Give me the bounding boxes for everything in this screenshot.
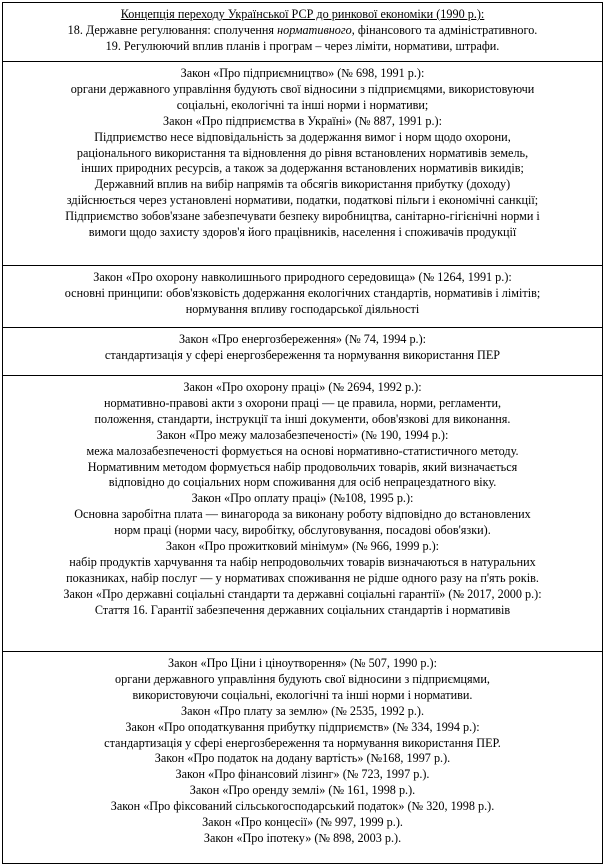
row-line: Закон «Про іпотеку» (№ 898, 2003 р.). <box>203 830 402 845</box>
row-line: Закон «Про підприємництво» (№ 698, 1991 р.): <box>180 66 425 80</box>
row-line: Закон «Про плату за землю» (№ 2535, 1992 р.). <box>180 703 425 718</box>
row-line: Основна заробітна плата — винагорода за виконану роботу відповідно до встановлених <box>74 507 531 522</box>
row-line: 19. Регулюючий вплив планів і програм – через ліміти, нормативи, штрафи. <box>105 38 500 53</box>
legislation-table <box>2 2 603 864</box>
row-line: вимоги щодо захисту здоров'я його працівників, населення і споживачів продукції <box>88 225 517 240</box>
row-line: соціальні, екологічні та інші норми і нормативи; <box>176 97 429 112</box>
row-line: Підприємство несе відповідальність за додержання вимог і норм щодо охорони, <box>94 129 511 144</box>
row-line: Стаття 16. Гарантії забезпечення державних соціальних стандартів і нормативів <box>94 602 511 617</box>
table-row <box>3 652 602 863</box>
row-line: норм праці (норми часу, виробітку, обслуговування, посадові обов'язки). <box>114 523 491 538</box>
row-line: Закон «Про межу малозабезпеченості» (№ 190, 1994 р.): <box>156 427 449 442</box>
row-line: Державний вплив на вибір напрямів та обсягів використання прибутку (доходу) <box>94 177 511 192</box>
row-line: інших природних ресурсів, а також за додержання встановлених нормативів викидів; <box>81 161 524 176</box>
row-line: показниках, набір послуг — у нормативах споживання не рідше одного разу на п'ять років. <box>66 570 539 585</box>
row-line: Закон «Про оренду землі» (№ 161, 1998 р.). <box>189 783 416 798</box>
row-line: положення, стандарти, інструкції та інші документи, обов'язкові для виконання. <box>94 411 511 426</box>
table-row <box>3 376 602 652</box>
row-line: стандартизація у сфері енергозбереження та нормування використання ПЕР <box>104 347 501 362</box>
table-row <box>3 266 602 328</box>
row-line: Закон «Про податок на додану вартість» (№168, 1997 р.). <box>154 751 451 766</box>
row-line: Закон «Про охорону праці» (№ 2694, 1992 р.): <box>183 380 422 394</box>
table-row <box>3 328 602 376</box>
row-line: Закон «Про охорону навколишнього природного середовища» (№ 1264, 1991 р.): <box>93 270 512 284</box>
row-line: використовуючи соціальні, екологічні та інші норми і нормативи. <box>132 687 473 702</box>
row-line: Закон «Про фінансовий лізинг» (№ 723, 1997 р.). <box>175 767 430 782</box>
row-line: набір продуктів харчування та набір непродовольчих товарів визначаються в натуральних <box>69 554 536 569</box>
row-line: Закон «Про оподаткування прибутку підприємств» (№ 334, 1994 р.): <box>125 719 480 734</box>
row-line: раціонального використання та відновлення до рівня встановлених нормативів земель, <box>76 145 529 160</box>
row-line: Нормативним методом формується набір продовольчих товарів, який визначається <box>87 459 518 474</box>
row-line: нормування впливу господарської діяльності <box>185 301 420 316</box>
row-line: стандартизація у сфері енергозбереження та нормування використання ПЕР. <box>104 735 501 750</box>
row-line: Закон «Про енергозбереження» (№ 74, 1994 р.): <box>178 332 427 346</box>
row-line: органи державного управління будують свої відносини з підприємцями, використовуючи <box>70 81 535 96</box>
row-line: Закон «Про концесії» (№ 997, 1999 р.). <box>202 815 403 830</box>
row-line: відповідно до соціальних норм споживання для осіб непрацездатного віку. <box>108 475 497 490</box>
row-line: нормативно-правові акти з охорони праці — це правила, норми, регламенти, <box>103 395 502 410</box>
row-line: межа малозабезпеченості формується на основі нормативно-статистичного методу. <box>86 443 519 458</box>
row-line: Закон «Про підприємства в Україні» (№ 887, 1991 р.): <box>163 113 442 128</box>
row-heading: Концепція переходу Української РСР до ринкової економіки (1990 р.): <box>120 7 485 21</box>
row-line: Закон «Про прожитковий мінімум» (№ 966, 1999 р.): <box>165 539 440 554</box>
row-line: Закон «Про фіксований сільськогосподарський податок» (№ 320, 1998 р.). <box>110 799 495 814</box>
row-line: Закон «Про Ціни і ціноутворення» (№ 507, 1990 р.): <box>168 656 437 670</box>
row-line: Закон «Про державні соціальні стандарти та державні соціальні гарантії» (№ 2017, 2000 р.): <box>63 586 542 601</box>
row-line: основні принципи: обов'язковість додержання екологічних стандартів, нормативів і лімітів; <box>64 285 541 300</box>
row-line: здійснюється через установлені нормативи, податки, податкові пільги і економічні санкції; <box>66 193 539 208</box>
table-row <box>3 62 602 266</box>
row-line: органи державного управління будують свої відносини з підприємцями, <box>115 671 490 686</box>
row-line: Закон «Про оплату праці» (№108, 1995 р.): <box>191 491 414 506</box>
table-row <box>3 3 602 62</box>
row-line: Підприємство зобов'язане забезпечувати безпеку виробництва, санітарно-гігієнічні норми і <box>65 209 540 224</box>
row-line: 18. Державне регулювання: сполучення нормативного, фінансового та адміністративного. <box>67 22 538 37</box>
